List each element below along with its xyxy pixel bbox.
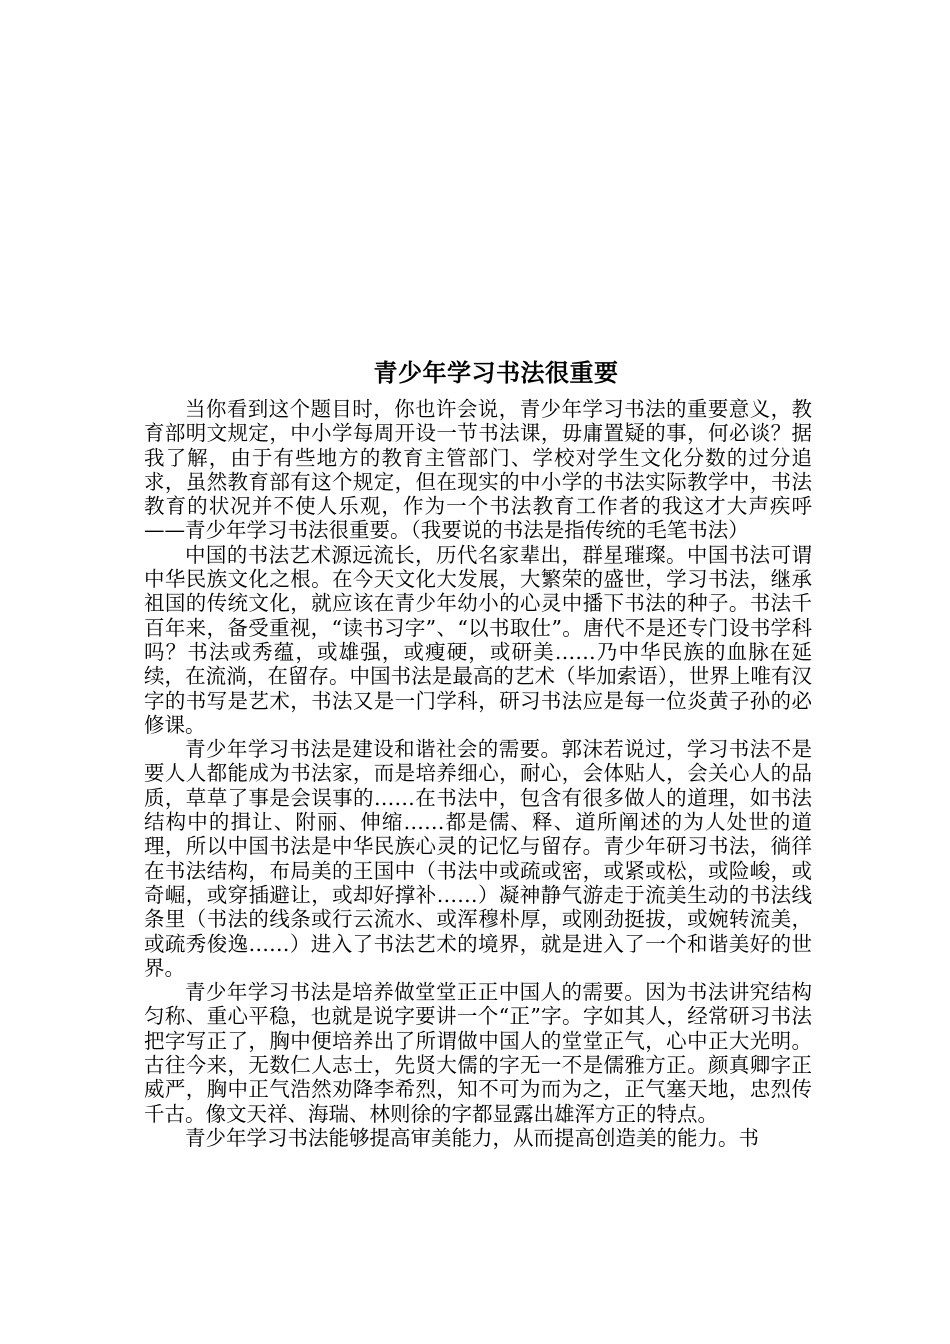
paragraph-aesthetics: 青少年学习书法能够提高审美能力，从而提高创造美的能力。书 bbox=[185, 1125, 759, 1150]
document-body bbox=[144, 355, 812, 1150]
paragraph-harmony: 青少年学习书法是建设和谐社会的需要。郭沫若说过，学习书法不是要人人都能成为书法家，而是培养细心，耐心，会体贴人，会关心人的品质，草草了事是会误事的……在书法中，包含有很多做人的道理，如书法结构中的揖让、附丽、伸缩……都是儒、释、道所阐述的为人处世的道理，所以中国书法是中华民族心灵的记忆与留存。青少年研习书法，徜徉在书法结构，布局美的王国中（书法中或疏或密，或紧或松，或险峻，或奇崛，或穿插避让，或却好撑补……）凝神静气游走于流美生动的书法线条里（书法的线条或行云流水、或浑穆朴厚，或刚劲挺拔，或婉转流美，或疏秀俊逸……）进入了书法艺术的境界，就是进入了一个和谐美好的世界。 bbox=[144, 737, 812, 980]
paragraph-intro: 当你看到这个题目时，你也许会说，青少年学习书法的重要意义，教育部明文规定，中小学每周开设一节书法课，毋庸置疑的事，何必谈？据我了解，由于有些地方的教育主管部门、学校对学生文化分数的过分追求，虽然教育部有这个规定，但在现实的中小学的书法实际教学中，书法教育的状况并不使人乐观，作为一个书法教育工作者的我这才大声疾呼——青少年学习书法很重要。（我要说的书法是指传统的毛笔书法） bbox=[144, 397, 812, 543]
page-title: 青少年学习书法很重要 bbox=[373, 358, 619, 387]
paragraph-uprightness: 青少年学习书法是培养做堂堂正正中国人的需要。因为书法讲究结构匀称、重心平稳，也就是说字要讲一个“正”字。字如其人，经常研习书法把字写正了，胸中便培养出了所谓做中国人的堂堂正气，心中正大光明。古往今来，无数仁人志士，先贤大儒的字无一不是儒雅方正。颜真卿字正威严，胸中正气浩然劝降李希烈，知不可为而为之，正气塞天地，忠烈传千古。像文天祥、海瑞、林则徐的字都显露出雄浑方正的特点。 bbox=[144, 980, 812, 1126]
paragraph-history: 中国的书法艺术源远流长，历代名家辈出，群星璀璨。中国书法可谓中华民族文化之根。在今天文化大发展，大繁荣的盛世，学习书法，继承祖国的传统文化，就应该在青少年幼小的心灵中播下书法的种子。书法千百年来，备受重视，“读书习字”、“以书取仕”。唐代不是还专门设书学科吗？书法或秀蕴，或雄强，或瘦硬，或研美……乃中华民族的血脉在延续，在流淌，在留存。中国书法是最高的艺术（毕加索语），世界上唯有汉字的书写是艺术，书法又是一门学科，研习书法应是每一位炎黄子孙的必修课。 bbox=[144, 542, 812, 737]
